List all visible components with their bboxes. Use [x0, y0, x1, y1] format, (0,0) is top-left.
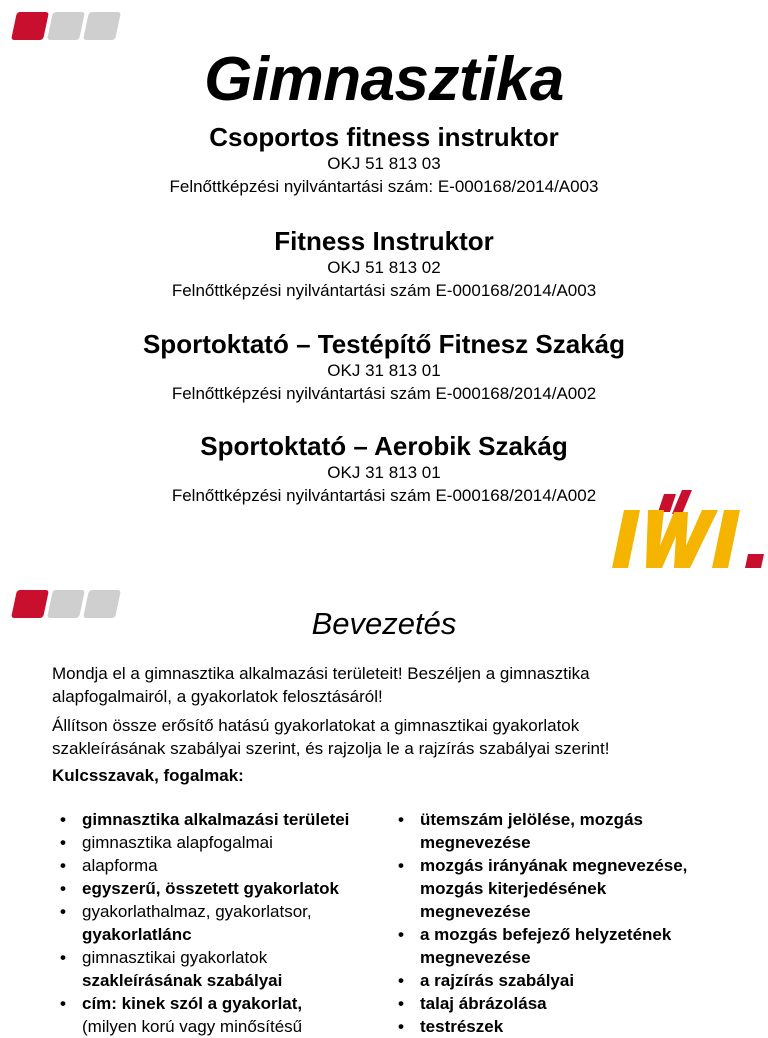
bullet-icon: • [60, 902, 66, 921]
bullet-icon: • [398, 856, 404, 875]
paragraph-line: Állítson össze erősítő hatású gyakorlatokat a gimnasztikai gyakorlatok [52, 716, 580, 735]
course-block [0, 226, 768, 302]
course-name: Sportoktató – Aerobik Szakág [200, 431, 568, 461]
keyword-text: gyakorlatlánc [82, 925, 192, 944]
slide-title: Gimnasztika [204, 45, 564, 114]
keyword-text: mozgás irányának megnevezése, [420, 856, 688, 875]
bullet-icon: • [398, 971, 404, 990]
keyword-text: gimnasztika alapfogalmai [82, 833, 273, 852]
keyword-text: talaj ábrázolása [420, 994, 547, 1013]
keyword-text: gyakorlathalmaz, gyakorlatsor, [82, 902, 312, 921]
intro-paragraph [52, 662, 742, 708]
course-registration: Felnőttképzési nyilvántartási szám E-000168/2014/A002 [171, 486, 597, 505]
keyword-item [396, 808, 736, 854]
keyword-text: alapforma [82, 856, 158, 875]
logo-letter-i [612, 510, 640, 568]
keyword-item [396, 923, 736, 969]
paragraph-line: alapfogalmairól, a gyakorlatok felosztásáról! [52, 687, 383, 706]
keyword-text: megnevezése [420, 948, 531, 967]
bullet-icon: • [60, 994, 66, 1013]
logo-letter-w [646, 510, 718, 568]
course-block [0, 329, 768, 405]
bullet-icon: • [398, 994, 404, 1013]
course-registration: Felnőttképzési nyilvántartási szám: E-000168/2014/A003 [169, 177, 599, 196]
keyword-text: megnevezése [420, 833, 531, 852]
bullet-icon: • [60, 879, 66, 898]
gray-block [47, 12, 85, 40]
keyword-text: mozgás kiterjedésének [420, 879, 607, 898]
keyword-text: ütemszám jelölése, mozgás [420, 810, 643, 829]
keyword-item [58, 900, 388, 946]
course-block [0, 122, 768, 198]
keyword-item [58, 831, 388, 854]
course-name: Sportoktató – Testépítő Fitnesz Szakág [142, 329, 626, 359]
bullet-icon: • [60, 948, 66, 967]
keyword-text: gimnasztika alkalmazási területei [82, 810, 350, 829]
course-registration: Felnőttképzési nyilvántartási szám E-000168/2014/A002 [171, 384, 597, 403]
keyword-text: a rajzírás szabályai [420, 971, 575, 990]
keywords-heading: Kulcsszavak, fogalmak: [52, 766, 244, 785]
bullet-icon: • [60, 833, 66, 852]
keyword-text: gimnasztikai gyakorlatok [82, 948, 268, 967]
keyword-text: a mozgás befejező helyzetének [420, 925, 672, 944]
course-okj: OKJ 31 813 01 [327, 361, 441, 380]
iwi-logo [610, 490, 768, 574]
logo-dot [745, 554, 764, 568]
keyword-item [396, 854, 736, 923]
logo-letter-i [712, 510, 740, 568]
keyword-item [396, 969, 736, 992]
red-block [11, 12, 49, 40]
bullet-icon: • [398, 810, 404, 829]
keyword-text: szakleírásának szabályai [82, 971, 283, 990]
keyword-list-right [396, 808, 736, 1038]
logo-red-tick [672, 490, 692, 514]
keyword-item [58, 877, 388, 900]
keyword-text: (milyen korú vagy minősítésű [82, 1017, 303, 1036]
keyword-text: cím: kinek szól a gyakorlat, [82, 994, 303, 1013]
intro-paragraph [52, 714, 742, 760]
bullet-icon: • [398, 925, 404, 944]
bullet-icon: • [60, 856, 66, 875]
course-name: Csoportos fitness instruktor [209, 122, 559, 152]
gray-block [83, 12, 121, 40]
keyword-item [58, 854, 388, 877]
paragraph-line: Mondja el a gimnasztika alkalmazási területeit! Beszéljen a gimnasztika [52, 664, 590, 683]
bullet-icon: • [398, 1017, 404, 1036]
keyword-list-left [58, 808, 388, 1038]
keyword-item [396, 1015, 736, 1038]
keyword-item [58, 992, 388, 1038]
intro-title: Bevezetés [311, 606, 457, 641]
keyword-text: megnevezése [420, 902, 531, 921]
bullet-icon: • [60, 810, 66, 829]
keyword-item [58, 946, 388, 992]
keyword-item [58, 808, 388, 831]
course-name: Fitness Instruktor [274, 226, 494, 256]
keyword-text: testrészek [420, 1017, 504, 1036]
course-okj: OKJ 51 813 02 [327, 258, 441, 277]
keyword-text: egyszerű, összetett gyakorlatok [82, 879, 339, 898]
keyword-item [396, 992, 736, 1015]
course-okj: OKJ 51 813 03 [327, 154, 441, 173]
logo-red-tick [658, 494, 676, 512]
course-registration: Felnőttképzési nyilvántartási szám E-000168/2014/A003 [171, 281, 597, 300]
paragraph-line: szakleírásának szabályai szerint, és rajzolja le a rajzírás szabályai szerint! [52, 739, 610, 758]
course-okj: OKJ 31 813 01 [327, 463, 441, 482]
